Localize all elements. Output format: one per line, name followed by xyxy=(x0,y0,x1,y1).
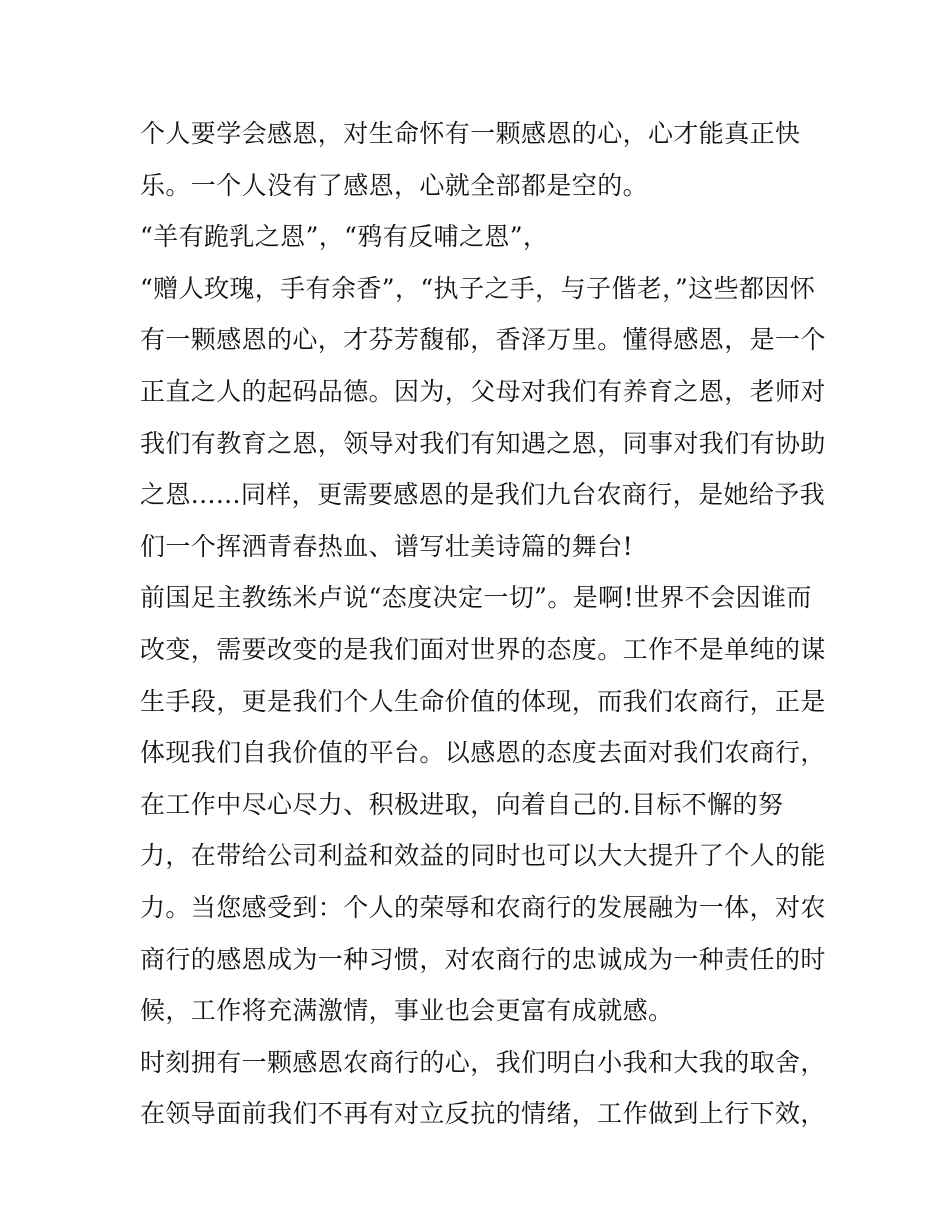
text-line: 个人要学会感恩，对生命怀有一颗感恩的心，心才能真正快 xyxy=(140,119,801,148)
text-line: 有一颗感恩的心，才芬芳馥郁，香泽万里。懂得感恩，是一个 xyxy=(140,325,826,355)
text-line: “羊有跪乳之恩”，“鸦有反哺之恩”， xyxy=(140,222,549,252)
text-line: 力。当您感受到：个人的荣辱和农商行的发展融为一体，对农 xyxy=(140,892,826,922)
text-line: 商行的感恩成为一种习惯，对农商行的忠诚成为一种责任的时 xyxy=(140,944,826,974)
text-line: 之恩......同样，更需要感恩的是我们九台农商行，是她给予我 xyxy=(140,480,826,510)
text-line: 时刻拥有一颗感恩农商行的心，我们明白小我和大我的取舍， xyxy=(140,1047,826,1077)
text-line: 候，工作将充满激情，事业也会更富有成就感。 xyxy=(140,996,674,1026)
text-line: 们一个挥洒青春热血、谱写壮美诗篇的舞台! xyxy=(140,531,634,561)
text-line: “赠人玫瑰，手有余香”，“执子之手，与子偕老，”这些都因怀 xyxy=(140,273,816,303)
text-line: 改变，需要改变的是我们面对世界的态度。工作不是单纯的谋 xyxy=(140,634,826,664)
text-line: 在领导面前我们不再有对立反抗的情绪，工作做到上行下效， xyxy=(140,1099,826,1129)
text-line: 正直之人的起码品德。因为，父母对我们有养育之恩，老师对 xyxy=(140,376,826,406)
text-line: 力，在带给公司利益和效益的同时也可以大大提升了个人的能 xyxy=(140,841,826,871)
text-line: 体现我们自我价值的平台。以感恩的态度去面对我们农商行， xyxy=(140,738,826,768)
text-line: 前国足主教练米卢说“态度决定一切”。是啊!世界不会因谁而 xyxy=(140,583,812,613)
text-line: 乐。一个人没有了感恩，心就全部都是空的。 xyxy=(140,170,649,200)
text-line: 生手段，更是我们个人生命价值的体现，而我们农商行，正是 xyxy=(140,686,826,716)
text-line: 在工作中尽心尽力、积极进取，向着自己的.目标不懈的努 xyxy=(140,789,784,819)
text-line: 我们有教育之恩，领导对我们有知遇之恩，同事对我们有协助 xyxy=(140,428,826,458)
body-text xyxy=(140,108,826,1140)
